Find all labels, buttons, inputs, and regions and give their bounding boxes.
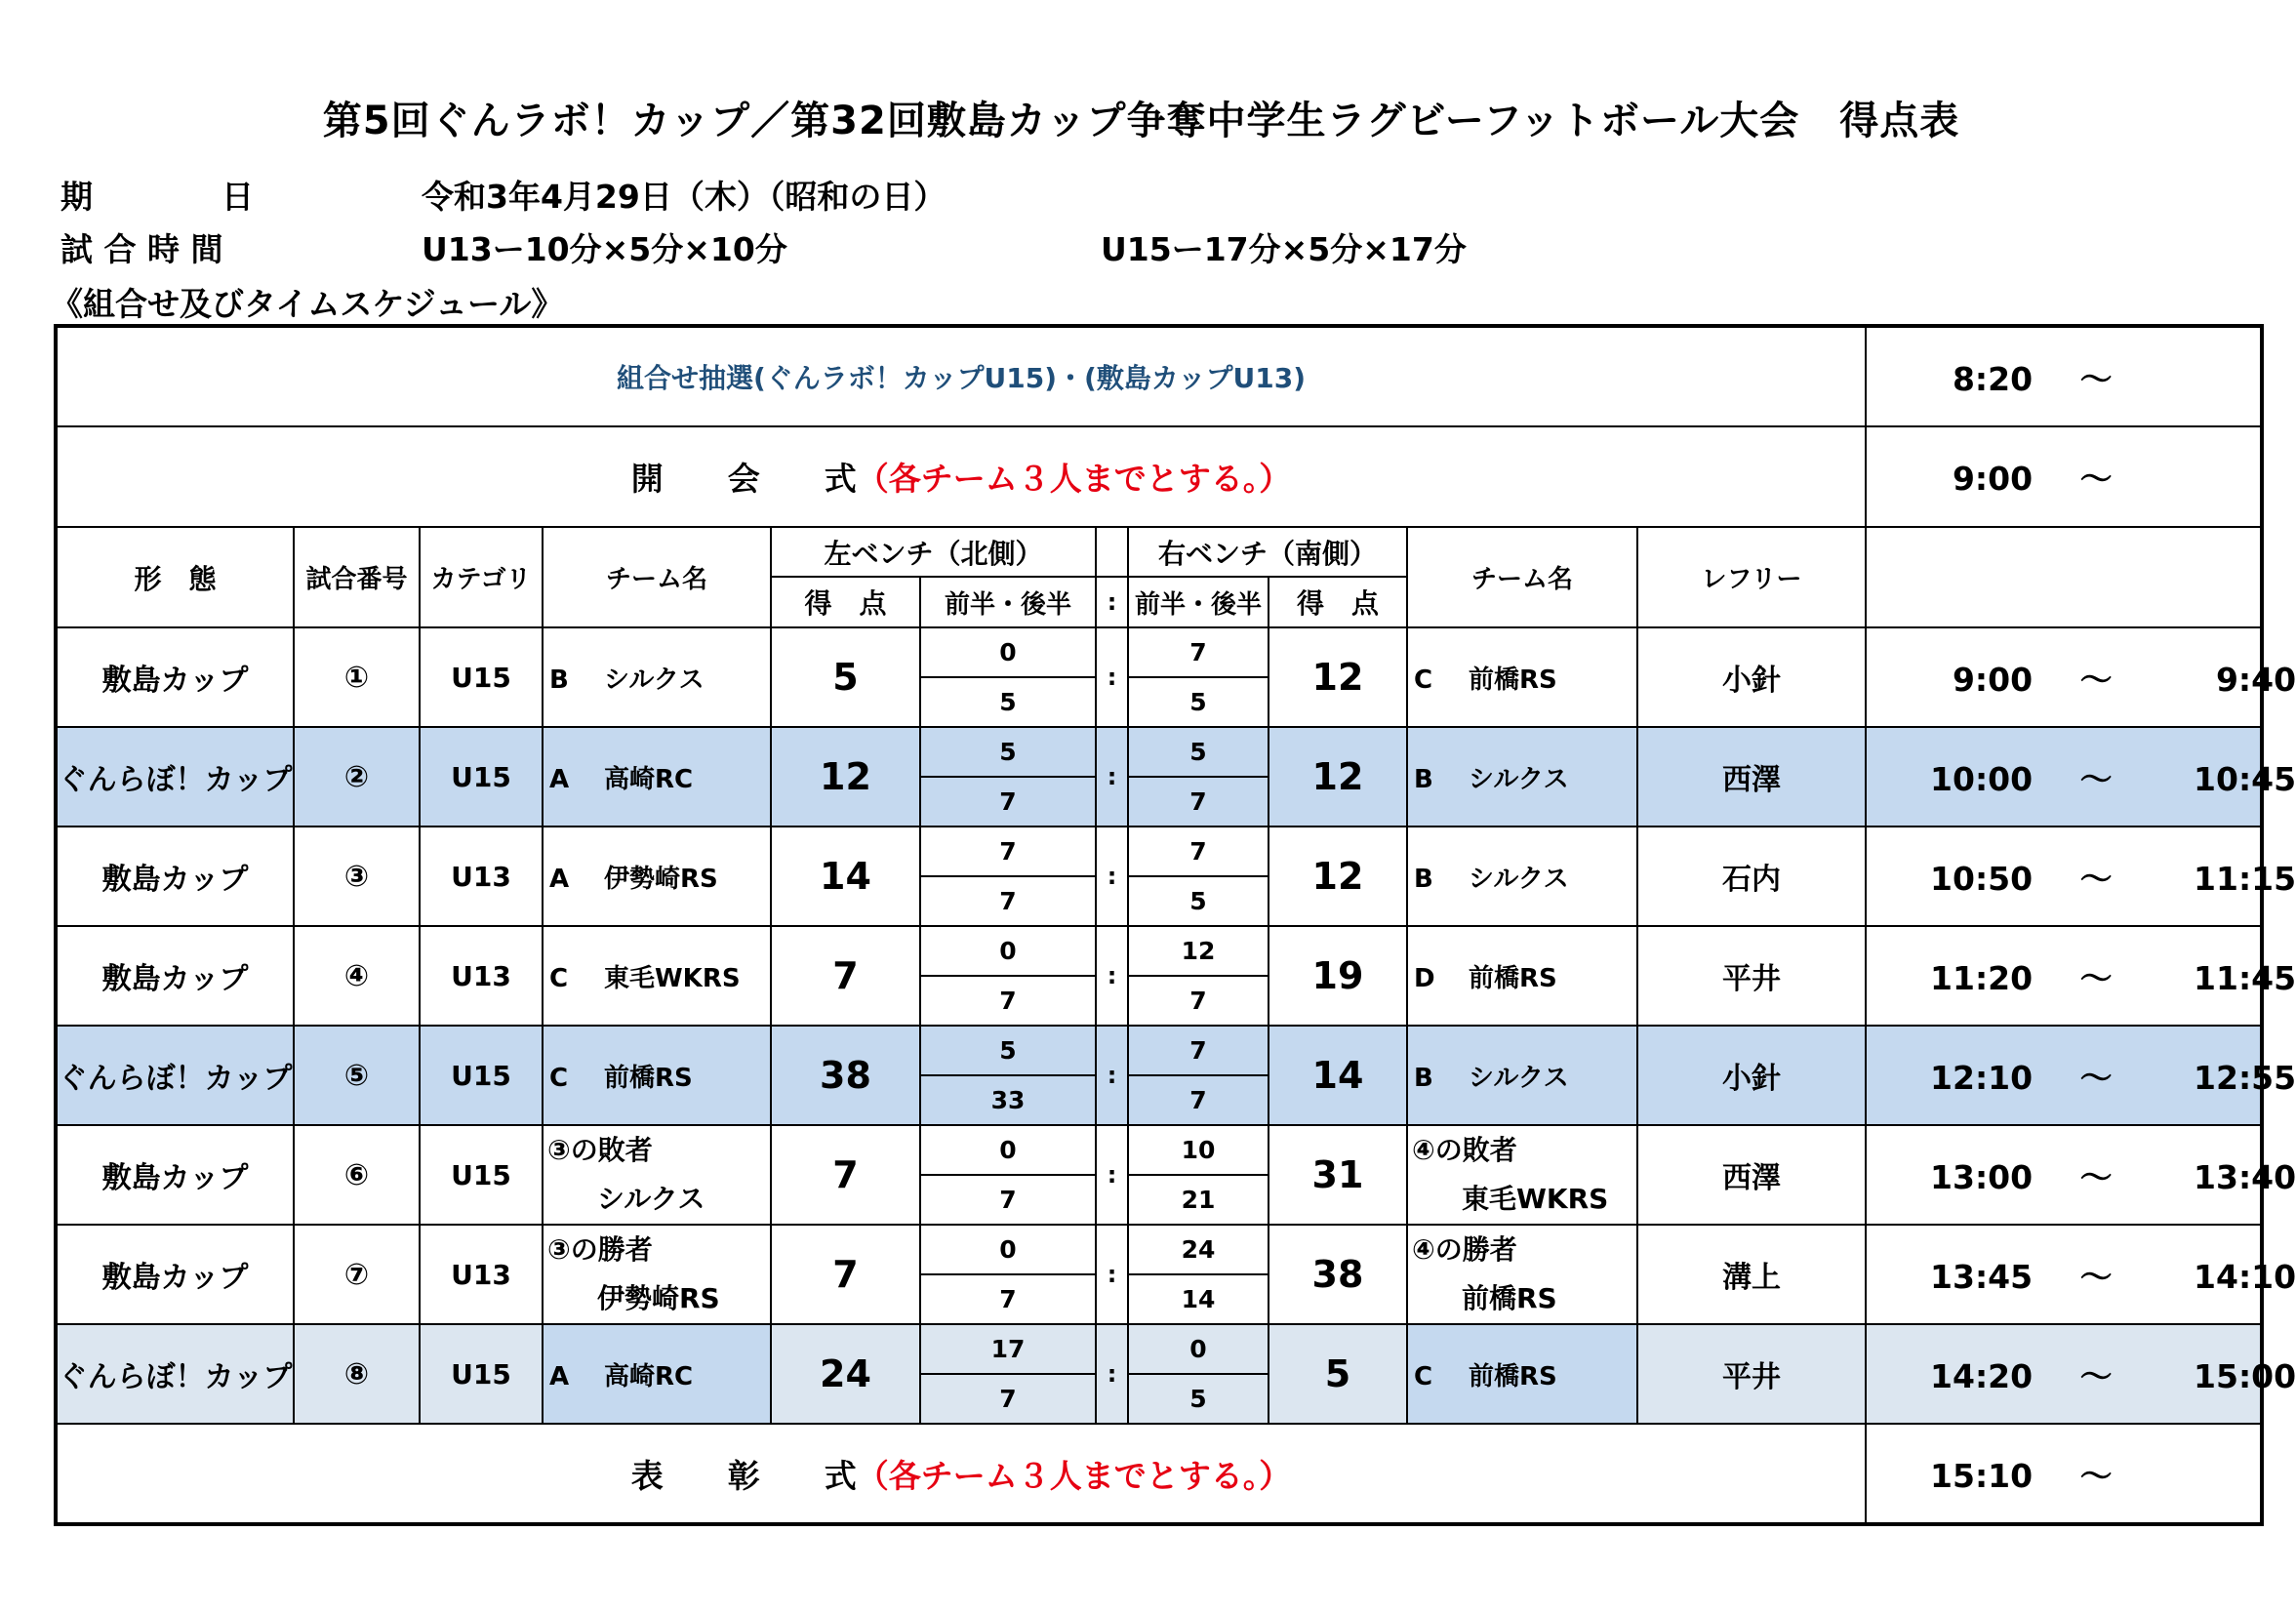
match-format: 敷島カップ (56, 827, 294, 926)
right-first-half: 7 (1128, 1026, 1269, 1075)
right-first-half: 12 (1128, 926, 1269, 976)
match-time (1866, 627, 2296, 727)
match-tilde: ～ (2079, 759, 2113, 798)
header-right-bench: 右ベンチ（南側） (1128, 527, 1407, 577)
match-end: 10:45 (2194, 759, 2296, 798)
left-score: 14 (771, 827, 920, 926)
right-team-name: 前橋RS (1469, 963, 1557, 993)
match-category: U15 (420, 627, 543, 727)
left-first-half: 7 (920, 827, 1096, 876)
left-group: A (549, 864, 570, 894)
match-number: ③ (294, 827, 420, 926)
match-row (56, 1026, 2262, 1075)
right-score: 12 (1269, 827, 1407, 926)
opening-text: 開 会 式 (630, 460, 857, 498)
left-team-name: シルクス (604, 665, 705, 695)
score-colon: : (1096, 1324, 1128, 1424)
right-score: 31 (1269, 1125, 1407, 1225)
right-team-name: シルクス (1469, 1063, 1569, 1093)
right-team-name: 前橋RS (1469, 1361, 1557, 1391)
right-team (1407, 1026, 1637, 1125)
right-team (1407, 627, 1637, 727)
right-group: C (1414, 1361, 1433, 1391)
match-end: 14:10 (2194, 1257, 2296, 1296)
score-colon: : (1096, 926, 1128, 1026)
right-first-half: 7 (1128, 827, 1269, 876)
date-value: 令和3年4月29日（木）（昭和の日） (422, 178, 947, 216)
left-first-half: 0 (920, 1225, 1096, 1274)
left-group: A (549, 1361, 570, 1391)
header-colon-blank (1096, 527, 1128, 577)
score-colon: : (1096, 627, 1128, 727)
match-start: 13:45 (1930, 1257, 2034, 1296)
left-second-half: 5 (920, 677, 1096, 727)
header-left-score: 得 点 (771, 577, 920, 627)
match-category: U15 (420, 727, 543, 827)
right-first-half: 10 (1128, 1125, 1269, 1175)
page-title: 第5回ぐんラボ！カップ／第32回敷島カップ争奪中学生ラグビーフットボール大会 得点表 (322, 99, 1960, 143)
left-team (543, 1324, 771, 1424)
match-start: 11:20 (1930, 958, 2034, 997)
match-number: ④ (294, 926, 420, 1026)
right-team (1407, 1225, 1637, 1324)
right-second-half: 5 (1128, 1374, 1269, 1424)
right-score: 12 (1269, 727, 1407, 827)
award-start: 15:10 (1930, 1456, 2034, 1495)
left-score: 7 (771, 926, 920, 1026)
right-first-half: 24 (1128, 1225, 1269, 1274)
right-score: 12 (1269, 627, 1407, 727)
referee: 溝上 (1637, 1225, 1866, 1324)
match-tilde: ～ (2079, 1157, 2113, 1196)
header-format: 形 態 (56, 527, 294, 627)
match-start: 13:00 (1930, 1157, 2034, 1196)
right-group: C (1414, 665, 1433, 695)
right-team-name: 東毛WKRS (1462, 1183, 1609, 1215)
header-row-1 (56, 527, 2262, 577)
score-colon: : (1096, 827, 1128, 926)
right-group: D (1414, 963, 1435, 993)
left-group: C (549, 1063, 569, 1093)
opening-ceremony (56, 426, 1866, 527)
opening-row (56, 426, 2262, 527)
match-end: 11:15 (2194, 859, 2296, 898)
header-team-left: チーム名 (543, 527, 771, 627)
opening-tilde: ～ (2079, 460, 2113, 498)
match-tilde: ～ (2079, 859, 2113, 898)
u15-time: U15ー17分×5分×17分 (1101, 230, 1467, 268)
match-time (1866, 926, 2296, 1026)
right-group: B (1414, 864, 1433, 894)
left-team-name: 高崎RC (604, 764, 694, 794)
match-format: ぐんらぼ！カップ (56, 1324, 294, 1424)
match-row (56, 1125, 2262, 1175)
right-second-half: 7 (1128, 976, 1269, 1026)
left-team (543, 1225, 771, 1324)
match-row (56, 1324, 2262, 1374)
score-colon: : (1096, 727, 1128, 827)
left-second-half: 33 (920, 1075, 1096, 1125)
header-right-score: 得 点 (1269, 577, 1407, 627)
left-team-name: 高崎RC (604, 1361, 694, 1391)
left-team-name: 東毛WKRS (604, 963, 741, 993)
right-team (1407, 827, 1637, 926)
left-first-half: 0 (920, 926, 1096, 976)
match-format: ぐんらぼ！カップ (56, 727, 294, 827)
right-team (1407, 1324, 1637, 1424)
match-category: U13 (420, 1225, 543, 1324)
left-team (543, 1125, 771, 1225)
left-team-name: 伊勢崎RS (597, 1282, 720, 1314)
referee: 小針 (1637, 1026, 1866, 1125)
header-left-bench: 左ベンチ（北側） (771, 527, 1096, 577)
referee: 石内 (1637, 827, 1866, 926)
lottery-row (56, 326, 2262, 426)
match-category: U13 (420, 926, 543, 1026)
award-ceremony (56, 1424, 1866, 1524)
left-group: A (549, 764, 570, 794)
right-first-half: 5 (1128, 727, 1269, 777)
right-team-name: 前橋RS (1469, 665, 1557, 695)
lottery-start: 8:20 (1952, 359, 2034, 398)
right-team (1407, 926, 1637, 1026)
match-number: ① (294, 627, 420, 727)
referee: 小針 (1637, 627, 1866, 727)
header-time-blank (1866, 527, 2262, 627)
match-number: ⑥ (294, 1125, 420, 1225)
right-score: 14 (1269, 1026, 1407, 1125)
match-end: 9:40 (2215, 660, 2296, 699)
opening-start: 9:00 (1952, 460, 2034, 498)
match-tilde: ～ (2079, 660, 2113, 699)
left-score: 38 (771, 1026, 920, 1125)
time-label: 試 合 時 間 (60, 230, 223, 268)
right-score: 19 (1269, 926, 1407, 1026)
left-second-half: 7 (920, 876, 1096, 926)
header-category: カテゴリ (420, 527, 543, 627)
left-team (543, 1026, 771, 1125)
match-time (1866, 1225, 2296, 1324)
match-category: U13 (420, 827, 543, 926)
award-note: （各チーム３人までとする。） (856, 1456, 1292, 1495)
left-score: 7 (771, 1125, 920, 1225)
match-format: 敷島カップ (56, 1125, 294, 1225)
left-second-half: 7 (920, 976, 1096, 1026)
score-colon: : (1096, 1026, 1128, 1125)
award-time (1866, 1424, 2262, 1524)
referee: 西澤 (1637, 727, 1866, 827)
match-row (56, 926, 2262, 976)
match-end: 11:45 (2194, 958, 2296, 997)
right-team-name: シルクス (1469, 764, 1569, 794)
right-second-half: 21 (1128, 1175, 1269, 1225)
left-team (543, 926, 771, 1026)
right-team-note: ④の勝者 (1412, 1233, 1517, 1266)
date-label: 期 日 (60, 178, 254, 216)
right-second-half: 7 (1128, 1075, 1269, 1125)
match-tilde: ～ (2079, 1058, 2113, 1097)
left-second-half: 7 (920, 777, 1096, 827)
award-text: 表 彰 式 (630, 1456, 857, 1495)
header-right-halves: 前半・後半 (1128, 577, 1269, 627)
match-tilde: ～ (2079, 1257, 2113, 1296)
match-time (1866, 1026, 2296, 1125)
match-row (56, 727, 2262, 777)
match-format: ぐんらぼ！カップ (56, 1026, 294, 1125)
lottery-text: 組合せ抽選(ぐんラボ！カップU15)・(敷島カップU13) (56, 326, 1866, 426)
referee: 西澤 (1637, 1125, 1866, 1225)
match-time (1866, 727, 2296, 827)
left-first-half: 5 (920, 727, 1096, 777)
match-category: U15 (420, 1125, 543, 1225)
header-match-no: 試合番号 (294, 527, 420, 627)
award-tilde: ～ (2079, 1456, 2113, 1495)
right-second-half: 14 (1128, 1274, 1269, 1324)
right-team (1407, 1125, 1637, 1225)
match-number: ⑤ (294, 1026, 420, 1125)
match-category: U15 (420, 1324, 543, 1424)
right-team-name: シルクス (1469, 864, 1569, 894)
match-start: 10:00 (1930, 759, 2034, 798)
match-time (1866, 1125, 2296, 1225)
left-first-half: 0 (920, 1125, 1096, 1175)
left-team-note: ③の勝者 (547, 1233, 653, 1266)
right-score: 5 (1269, 1324, 1407, 1424)
header-colon: : (1096, 577, 1128, 627)
score-colon: : (1096, 1125, 1128, 1225)
right-second-half: 5 (1128, 677, 1269, 727)
left-group: B (549, 665, 569, 695)
match-row (56, 627, 2262, 677)
match-tilde: ～ (2079, 958, 2113, 997)
right-second-half: 7 (1128, 777, 1269, 827)
match-end: 13:40 (2194, 1157, 2296, 1196)
right-team-name: 前橋RS (1462, 1282, 1557, 1314)
header-referee: レフリー (1637, 527, 1866, 627)
match-time (1866, 827, 2296, 926)
right-group: B (1414, 1063, 1433, 1093)
left-team-name: 伊勢崎RS (604, 864, 718, 894)
left-score: 5 (771, 627, 920, 727)
right-first-half: 0 (1128, 1324, 1269, 1374)
match-row (56, 1225, 2262, 1274)
left-second-half: 7 (920, 1175, 1096, 1225)
match-end: 15:00 (2194, 1356, 2296, 1395)
right-group: B (1414, 764, 1433, 794)
left-first-half: 17 (920, 1324, 1096, 1374)
lottery-time (1866, 326, 2262, 426)
right-team-note: ④の敗者 (1412, 1134, 1517, 1166)
left-team (543, 727, 771, 827)
match-start: 9:00 (1952, 660, 2034, 699)
match-row (56, 827, 2262, 876)
left-team-note: ③の敗者 (547, 1134, 653, 1166)
match-number: ⑧ (294, 1324, 420, 1424)
right-team (1407, 727, 1637, 827)
referee: 平井 (1637, 1324, 1866, 1424)
match-category: U15 (420, 1026, 543, 1125)
right-second-half: 5 (1128, 876, 1269, 926)
left-group: C (549, 963, 569, 993)
referee: 平井 (1637, 926, 1866, 1026)
score-colon: : (1096, 1225, 1128, 1324)
match-end: 12:55 (2194, 1058, 2296, 1097)
match-start: 10:50 (1930, 859, 2034, 898)
right-first-half: 7 (1128, 627, 1269, 677)
left-team-name: シルクス (597, 1183, 705, 1215)
left-score: 24 (771, 1324, 920, 1424)
left-first-half: 5 (920, 1026, 1096, 1075)
match-format: 敷島カップ (56, 926, 294, 1026)
left-score: 12 (771, 727, 920, 827)
left-second-half: 7 (920, 1274, 1096, 1324)
left-score: 7 (771, 1225, 920, 1324)
match-format: 敷島カップ (56, 1225, 294, 1324)
left-team-name: 前橋RS (604, 1063, 693, 1093)
lottery-tilde: ～ (2079, 359, 2113, 398)
header-team-right: チーム名 (1407, 527, 1637, 627)
schedule-label: 《組合せ及びタイムスケジュール》 (51, 285, 564, 323)
left-team (543, 627, 771, 727)
opening-note: （各チーム３人までとする。） (856, 460, 1292, 498)
match-number: ② (294, 727, 420, 827)
opening-time (1866, 426, 2262, 527)
award-row (56, 1424, 2262, 1524)
left-team (543, 827, 771, 926)
match-start: 14:20 (1930, 1356, 2034, 1395)
match-time (1866, 1324, 2296, 1424)
schedule-table (54, 324, 2296, 1526)
match-start: 12:10 (1930, 1058, 2034, 1097)
match-number: ⑦ (294, 1225, 420, 1324)
right-score: 38 (1269, 1225, 1407, 1324)
match-format: 敷島カップ (56, 627, 294, 727)
left-second-half: 7 (920, 1374, 1096, 1424)
u13-time: U13ー10分×5分×10分 (422, 230, 787, 268)
left-first-half: 0 (920, 627, 1096, 677)
match-tilde: ～ (2079, 1356, 2113, 1395)
header-left-halves: 前半・後半 (920, 577, 1096, 627)
